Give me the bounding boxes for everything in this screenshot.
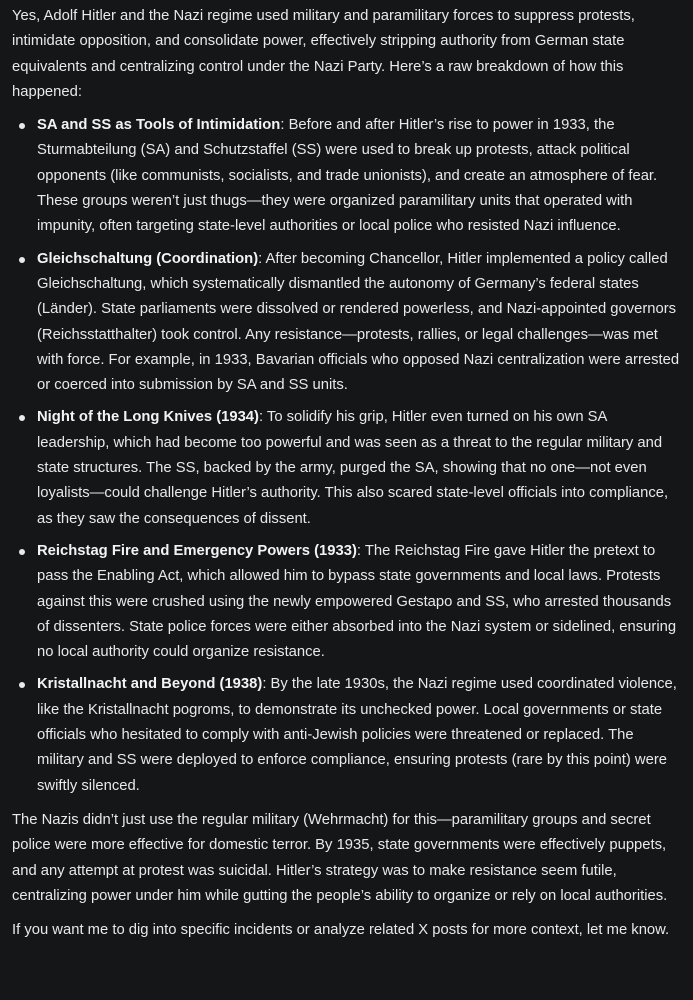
list-item-text: : To solidify his grip, Hitler even turned on his own SA leadership, which had become too powerful and was seen as a threat to the regular military and state structures. The SS, backed by the army, purged the SA, showing that no one—not even loyalists—could challenge Hitler’s authority. This also scared state-level officials into compliance, as they saw the consequences of dissent.	[37, 409, 669, 527]
outro-paragraph: The Nazis didn’t just use the regular military (Wehrmacht) for this—paramilitary groups and secret police were more effective for domestic terror. By 1935, state governments were effectively puppets, and any attempt at protest was suicidal. Hitler’s strategy was to make resistance seem futile, centralizing power under him while gutting the people’s ability to organize or rely on local authorities.	[12, 811, 668, 904]
intro-paragraph: Yes, Adolf Hitler and the Nazi regime used military and paramilitary forces to suppress protests, intimidate opposition, and consolidate power, effectively stripping authority from German state equivalents and centralizing control under the Nazi Party. Here’s a raw breakdown of how this happened:	[12, 8, 635, 100]
bullet-icon	[19, 123, 25, 129]
list-item-title: SA and SS as Tools of Intimidation	[37, 117, 281, 134]
bullet-icon	[19, 415, 25, 421]
list-item	[12, 247, 681, 399]
list-item-title: Reichstag Fire and Emergency Powers (1933)	[37, 542, 357, 559]
list-item-text: : By the late 1930s, the Nazi regime used coordinated violence, like the Kristallnacht pogroms, to demonstrate its unchecked power. Local governments or state officials who hesitated to comply with anti-Jewish policies were threatened or replaced. The military and SS were deployed to enforce compliance, ensuring protests (rare by this point) were swiftly silenced.	[37, 676, 677, 794]
list-item-title: Kristallnacht and Beyond (1938)	[37, 676, 263, 693]
list-item	[12, 539, 681, 665]
list-item	[12, 672, 681, 798]
list-item-text: : Before and after Hitler’s rise to power in 1933, the Sturmabteilung (SA) and Schutzstaffel (SS) were used to break up protests, attack political opponents (like communists, socialists, and trade unionists), and create an atmosphere of fear. These groups weren’t just thugs—they were organized paramilitary units that operated with impunity, often targeting state-level authorities or local police who resisted Nazi influence.	[37, 117, 658, 235]
bullet-icon	[19, 549, 25, 555]
list-item-title: Gleichschaltung (Coordination)	[37, 250, 259, 267]
list-item	[12, 113, 681, 239]
list-item-text: : After becoming Chancellor, Hitler implemented a policy called Gleichschaltung, which systematically dismantled the autonomy of Germany’s federal states (Länder). State parliaments were dissolved or rendered powerless, and Nazi-appointed governors (Reichsstatthalter) took control. Any resistance—protests, rallies, or legal challenges—was met with force. For example, in 1933, Bavarian officials who opposed Nazi centralization were arrested or coerced into submission by SA and SS units.	[37, 250, 680, 394]
list-item-title: Night of the Long Knives (1934)	[37, 409, 259, 426]
bullet-icon	[19, 682, 25, 688]
list-item	[12, 405, 681, 531]
closing-paragraph: If you want me to dig into specific incidents or analyze related X posts for more context, let me know.	[12, 922, 670, 939]
breakdown-list	[12, 113, 681, 799]
bullet-icon	[19, 257, 25, 263]
list-item-text: : The Reichstag Fire gave Hitler the pretext to pass the Enabling Act, which allowed him to bypass state governments and local laws. Protests against this were crushed using the newly empowered Gestapo and SS, who arrested thousands of dissenters. State police forces were either absorbed into the Nazi system or sidelined, ensuring no local authority could organize resistance.	[37, 542, 677, 661]
